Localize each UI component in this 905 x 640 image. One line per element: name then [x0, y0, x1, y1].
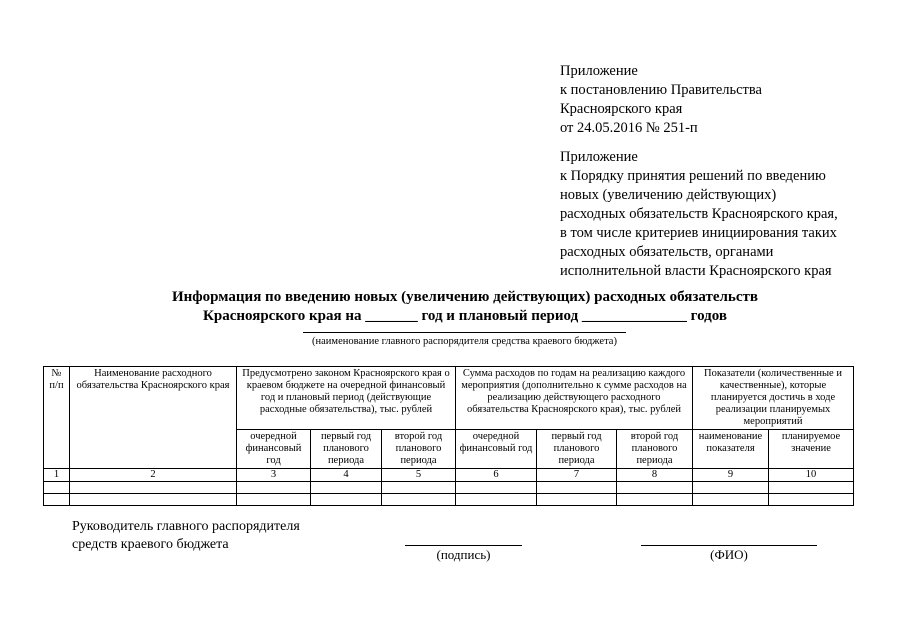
subheader-current-year: очередной финансовый год [237, 430, 311, 469]
header-number: № п/п [44, 367, 70, 469]
column-number-cell: 5 [382, 469, 456, 482]
subheader-current-year: очередной финансовый год [456, 430, 537, 469]
table-row [44, 494, 854, 506]
header-expenses-sum: Сумма расходов по годам на реализацию каждого мероприятия (дополнительно к сумме расходов на реализацию действующего расходного обязательства Красноярского края), тыс. рублей [456, 367, 693, 430]
header-obligation-name: Наименование расходного обязательства Красноярского края [70, 367, 237, 469]
empty-cell [237, 494, 311, 506]
empty-cell [537, 494, 617, 506]
subheader-second-plan-year: второй год планового периода [382, 430, 456, 469]
empty-cell [617, 482, 693, 494]
appendix-2-line: в том числе критериев инициирования таких [560, 225, 837, 241]
empty-cell [237, 482, 311, 494]
column-number-cell: 2 [70, 469, 237, 482]
appendix-1-line: Красноярского края [560, 101, 683, 117]
signatory-label-line-2: средств краевого бюджета [72, 537, 229, 552]
subheader-first-plan-year: первый год планового периода [311, 430, 382, 469]
empty-cell [617, 494, 693, 506]
empty-cell [537, 482, 617, 494]
column-number-cell: 6 [456, 469, 537, 482]
column-number-cell: 10 [769, 469, 854, 482]
document-title-line-2: Красноярского края на _______ год и плановый период ______________ годов [202, 308, 727, 324]
organization-name-line [303, 332, 626, 333]
empty-cell [456, 482, 537, 494]
appendix-2-line: Приложение [560, 149, 638, 165]
column-number-cell: 8 [617, 469, 693, 482]
column-number-cell: 9 [693, 469, 769, 482]
signature-line [405, 545, 522, 546]
full-name-caption: (ФИО) [710, 547, 748, 562]
empty-cell [311, 494, 382, 506]
empty-cell [70, 482, 237, 494]
appendix-2-header [560, 148, 838, 281]
empty-cell [693, 482, 769, 494]
empty-cell [382, 482, 456, 494]
empty-cell [382, 494, 456, 506]
appendix-1-header [560, 62, 762, 138]
empty-cell [311, 482, 382, 494]
header-indicators: Показатели (количественные и качественные), которые планируется достичь в ходе реализации планируемых мероприятий [693, 367, 854, 430]
column-number-cell: 7 [537, 469, 617, 482]
signature-caption: (подпись) [436, 547, 491, 562]
organization-name-caption: (наименование главного распорядителя средства краевого бюджета) [312, 336, 617, 347]
signatory-label [72, 518, 300, 554]
column-number-cell: 4 [311, 469, 382, 482]
appendix-2-line: расходных обязательств, органами [560, 244, 774, 260]
appendix-2-line: расходных обязательств Красноярского края, [560, 206, 838, 222]
empty-cell [769, 494, 854, 506]
table-row [44, 482, 854, 494]
document-title [0, 288, 905, 326]
empty-cell [44, 482, 70, 494]
subheader-first-plan-year: первый год планового периода [537, 430, 617, 469]
appendix-1-line: Приложение [560, 63, 638, 79]
subheader-indicator-value: планируемое значение [769, 430, 854, 469]
appendix-2-line: исполнительной власти Красноярского края [560, 263, 832, 279]
signatory-label-line-1: Руководитель главного распорядителя [72, 519, 300, 534]
subheader-second-plan-year: второй год планового периода [617, 430, 693, 469]
empty-cell [693, 494, 769, 506]
obligations-table [43, 366, 854, 506]
empty-cell [70, 494, 237, 506]
empty-cell [44, 494, 70, 506]
appendix-1-line: к постановлению Правительства [560, 82, 762, 98]
column-number-cell: 1 [44, 469, 70, 482]
column-number-cell: 3 [237, 469, 311, 482]
document-title-line-1: Информация по введению новых (увеличению действующих) расходных обязательств [171, 289, 758, 305]
header-law-provided: Предусмотрено законом Красноярского края о краевом бюджете на очередной финансовый год и плановый период (действующие расходные обязательства), тыс. рублей [237, 367, 456, 430]
appendix-2-line: к Порядку принятия решений по введению [560, 168, 826, 184]
empty-cell [769, 482, 854, 494]
subheader-indicator-name: наименование показателя [693, 430, 769, 469]
empty-cell [456, 494, 537, 506]
full-name-line [641, 545, 817, 546]
appendix-1-line: от 24.05.2016 № 251-п [560, 120, 698, 136]
appendix-2-line: новых (увеличению действующих) [560, 187, 777, 203]
